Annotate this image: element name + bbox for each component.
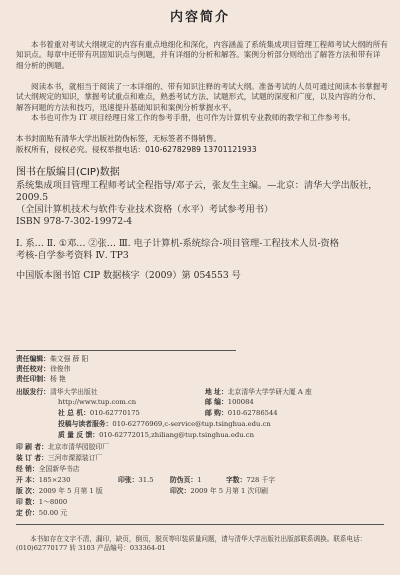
print-row [16,375,66,384]
price-row [16,509,67,518]
cip-line-year: 2009.5 [16,192,49,203]
mail-value: 010-62786544 [227,409,278,417]
cip-line-series: （全国计算机技术与软件专业技术资格（水平）考试参考用书） [16,204,274,215]
service-value: 010-62776969,c-service@tup.tsinghua.edu.cn [112,420,271,428]
cover-label: 责任校对： [16,365,50,373]
sheets-row [118,476,154,485]
spec-row [16,476,70,485]
publisher-label: 出版发行： [16,388,50,396]
distributor-label: 经 销： [16,465,39,473]
cover-row [16,365,70,374]
binder-value: 三河市溧源装订厂 [47,454,103,462]
service-row [58,420,271,429]
quality-label: 质 量 反 馈： [58,431,100,439]
zip-row [205,398,254,407]
cip-line-classification-cont: 考核-自学参考资料 Ⅳ. TP3 [16,250,129,261]
insert-value: 1 [197,476,202,484]
address-row [205,388,312,397]
insert-label: 防伪页： [170,476,198,484]
address-value: 北京清华大学学研大厦 A 座 [227,388,312,396]
mail-label: 邮 购： [205,409,228,417]
editor-value: 柴文强 薛 阳 [49,355,89,363]
printer-row [16,443,109,452]
distributor-value: 全国新华书店 [38,465,80,473]
editor-label: 责任编辑： [16,355,50,363]
insert-row [170,476,202,485]
binder-label: 装 订 者： [16,454,48,462]
intro-paragraph-1: 本书着重对考试大纲规定的内容有重点地细化和深化，内容涵盖了系统集成项目管理工程师考试大纲的所有知识点。每章中还带有巩固知识点与例题，并有详细的分析和解答。案例分析部分则给出了解答方法和带有详细分析的例题。 [16,40,388,70]
copyright-notice: 版权所有，侵权必究。侵权举报电话：010-62782989 13701121933 [16,145,257,154]
service-label: 投稿与读者服务： [58,420,113,428]
switch-value: 010-62770175 [89,409,140,417]
edition-label: 版 次： [16,487,39,495]
anti-counterfeit-notice: 本书封面贴有清华大学出版社防伪标签，无标签者不得销售。 [16,134,222,143]
quality-issue-footer: 本书如存在文字不清，漏印，缺页，倒页，脱页等印装质量问题，请与清华大学出版社出版部联系调换。联系电话：(010)62770177 转 3103 产品编号：033364-01 [16,535,367,552]
cip-line-record-number: 中国版本图书馆 CIP 数据核字（2009）第 054553 号 [16,270,241,281]
impression-value: 2009 年 5 月第 1 次印刷 [190,487,268,495]
cip-line-classification: Ⅰ. 系… Ⅱ. ①邓… ②张… Ⅲ. 电子计算机-系统综合-项目管理-工程技术人员-资格 [16,238,339,249]
impression-label: 印次： [170,487,191,495]
intro-paragraph-2: 阅读本书，就相当于阅读了一本详细的、带有知识注释的考试大纲。准备考试的人员可通过阅读本书掌握考试大纲规定的知识，掌握考试重点和难点，熟悉考试方法、试题形式，试题的深度和广度，以及内容的分布、解答问题的方法和技巧，迅速提升基础知识和案例分析掌握水平。 [16,82,388,112]
copies-value: 1～8000 [38,498,68,506]
price-label: 定 价： [16,509,39,517]
distributor-row [16,465,80,474]
words-row [226,476,275,485]
quality-row [58,431,254,440]
sheets-value: 31.5 [138,476,154,484]
copies-row [16,498,67,507]
edition-row [16,487,103,496]
publisher-row [16,388,98,397]
words-label: 字数： [226,476,247,484]
switch-row [58,409,140,418]
divider-top [16,350,236,351]
print-label: 责任印制： [16,375,50,383]
quality-value: 010-62772015,zhiliang@tup.tsinghua.edu.cn [99,431,254,439]
spec-label: 开 本： [16,476,39,484]
sheets-label: 印张： [118,476,139,484]
divider-bottom [16,524,384,525]
zip-value: 100084 [227,398,254,406]
zip-label: 邮 编： [205,398,228,406]
printer-value: 北京市清华园胶印厂 [47,443,110,451]
spec-value: 185×230 [38,476,71,484]
edition-value: 2009 年 5 月第 1 版 [38,487,103,495]
website: http://www.tup.com.cn [58,398,137,406]
print-value: 杨 艳 [49,375,66,383]
cip-line-isbn: ISBN 978-7-302-19972-4 [16,216,133,227]
intro-paragraph-3: 本书也可作为 IT 项目经理日常工作的参考手册，也可作为计算机专业教师的教学和工作参考书。 [31,113,356,122]
address-label: 地 址： [205,388,228,396]
copies-label: 印 数： [16,498,39,506]
page-title: 内容简介 [169,10,230,25]
editor-row [16,355,88,364]
publisher-value: 清华大学出版社 [49,388,98,396]
switch-label: 社 总 机： [58,409,90,417]
cover-value: 徐俊伟 [49,365,71,373]
words-value: 728 千字 [246,476,276,484]
impression-row [170,487,268,496]
printer-label: 印 刷 者： [16,443,48,451]
mail-row [205,409,278,418]
binder-row [16,454,102,463]
cip-heading: 图书在版编目(CIP)数据 [16,167,120,178]
cip-line-title: 系统集成项目管理工程师考试全程指导/邓子云，张友生主编。—北京：清华大学出版社， [16,180,378,191]
price-value: 50.00 元 [38,509,68,517]
